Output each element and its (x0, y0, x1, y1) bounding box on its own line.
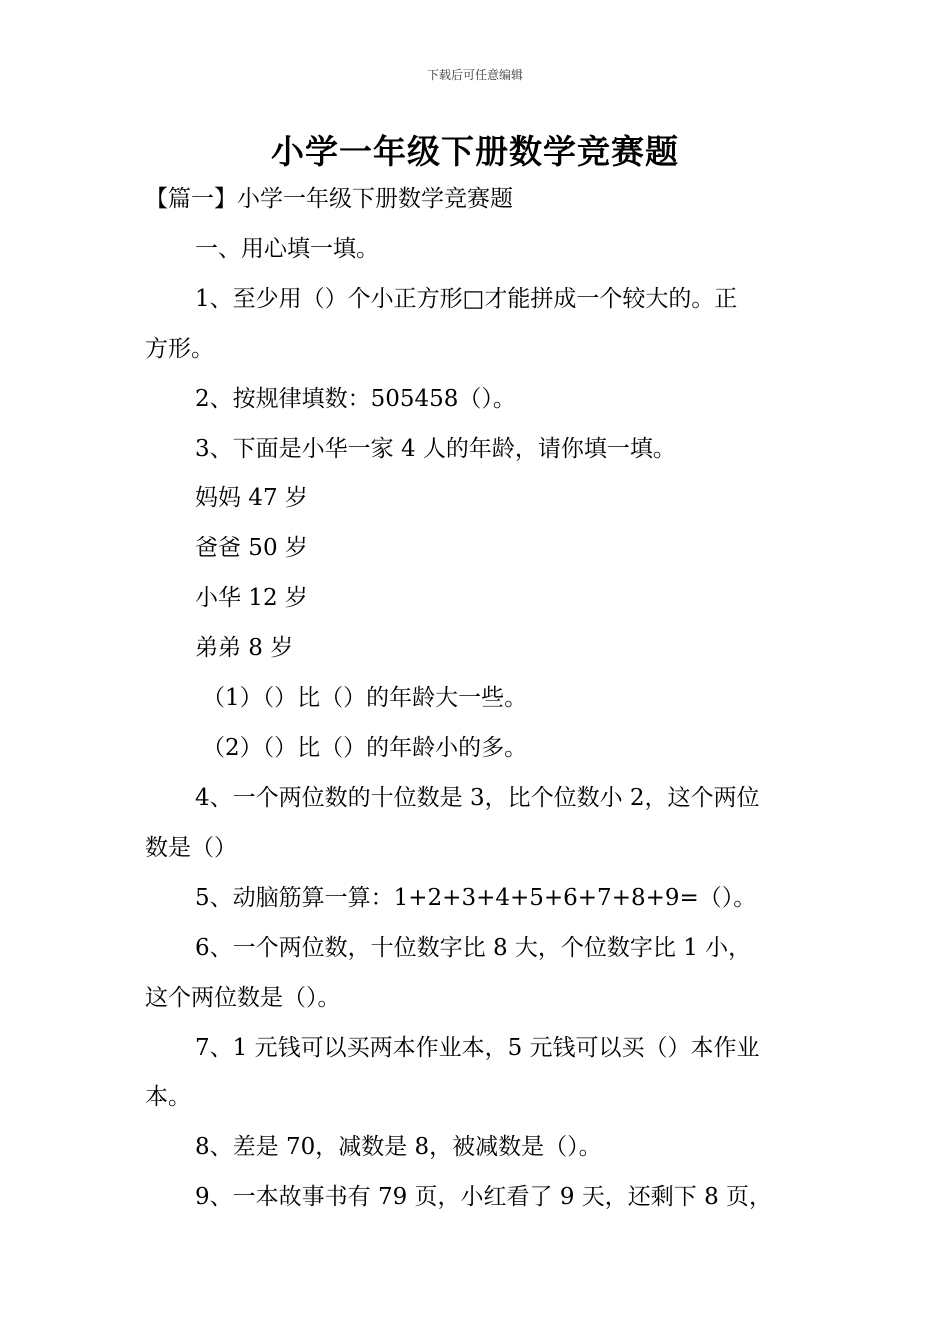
age-item-father: 爸爸 50 岁 (195, 535, 308, 561)
age-item-xiaohua: 小华 12 岁 (195, 585, 308, 611)
sub-heading: 一、用心填一填。 (195, 236, 379, 262)
sub-question-2: （2）（）比（）的年龄小的多。 (202, 735, 528, 761)
question-7-line-2: 本。 (145, 1084, 191, 1110)
document-title: 小学一年级下册数学竞赛题 (271, 132, 679, 171)
section-heading: 【篇一】小学一年级下册数学竞赛题 (145, 186, 513, 212)
question-3: 3、下面是小华一家 4 人的年龄，请你填一填。 (195, 436, 676, 462)
question-9-line-1: 9、一本故事书有 79 页，小红看了 9 天，还剩下 8 页， (195, 1184, 773, 1210)
question-2: 2、按规律填数：505458（）。 (195, 386, 516, 412)
question-1-line-1: 1、至少用（）个小正方形□才能拼成一个较大的。正 (195, 286, 738, 312)
header-note: 下载后可任意编辑 (426, 68, 523, 82)
age-item-mother: 妈妈 47 岁 (195, 485, 308, 511)
question-1-line-2: 方形。 (145, 336, 214, 362)
question-8: 8、差是 70，减数是 8，被减数是（）。 (195, 1134, 602, 1160)
question-7-line-1: 7、1 元钱可以买两本作业本，5 元钱可以买（）本作业 (195, 1035, 760, 1061)
question-5: 5、动脑筋算一算：1+2+3+4+5+6+7+8+9=（）。 (195, 885, 757, 911)
sub-question-1: （1）（）比（）的年龄大一些。 (202, 685, 528, 711)
question-6-line-1: 6、一个两位数，十位数字比 8 大，个位数字比 1 小， (195, 935, 752, 961)
age-item-brother: 弟弟 8 岁 (195, 635, 294, 661)
question-4-line-1: 4、一个两位数的十位数是 3，比个位数小 2，这个两位 (195, 785, 760, 811)
question-4-line-2: 数是（） (145, 835, 237, 861)
question-6-line-2: 这个两位数是（）。 (145, 985, 341, 1011)
